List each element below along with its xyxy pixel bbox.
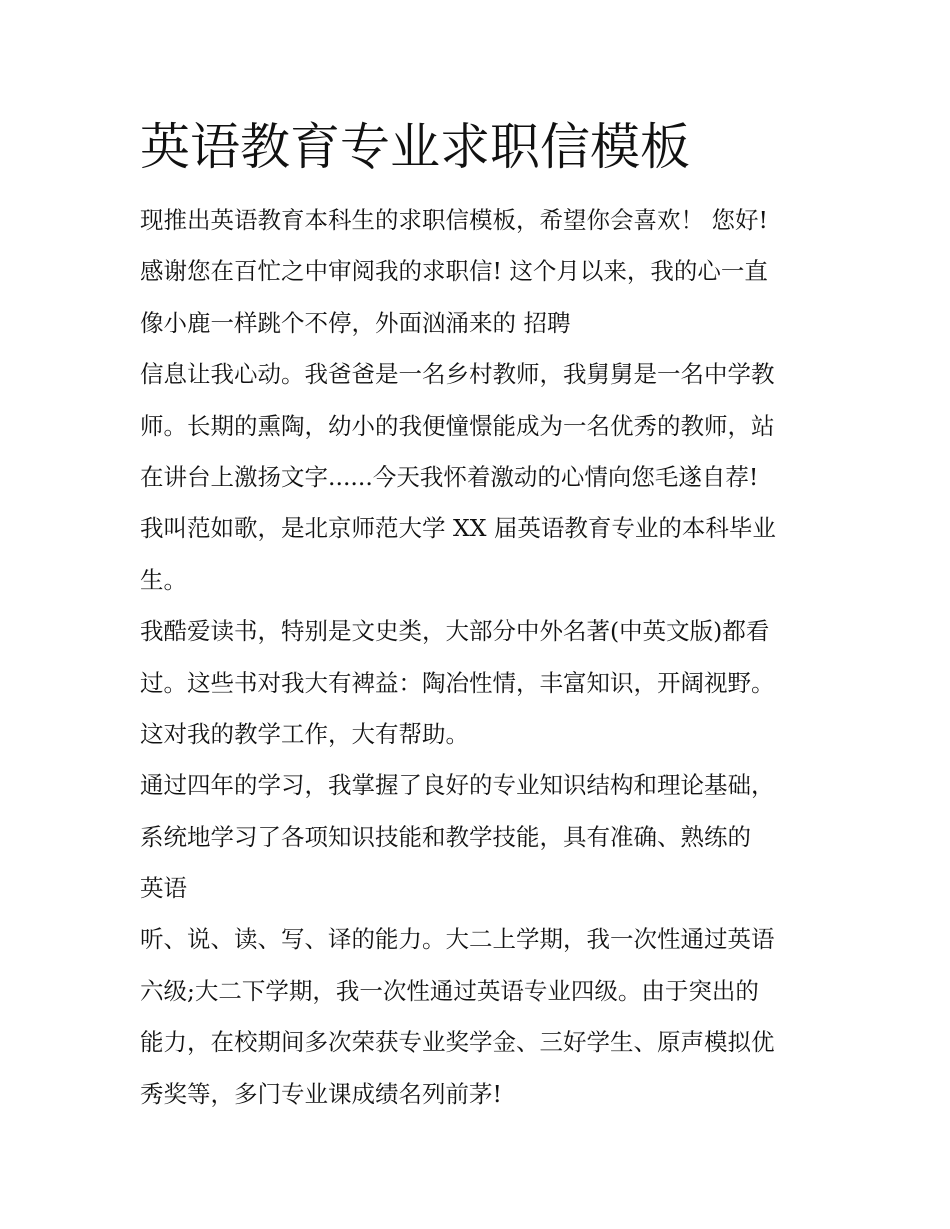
body-line: 在讲台上激扬文字......今天我怀着激动的心情向您毛遂自荐! bbox=[140, 462, 759, 491]
body-line: 像小鹿一样跳个不停，外面汹涌来的 招聘 bbox=[140, 308, 571, 337]
body-line: 能力，在校期间多次荣获专业奖学金、三好学生、原声模拟优 bbox=[140, 1028, 775, 1057]
body-line: 我叫范如歌，是北京师范大学 XX 届英语教育专业的本科毕业 bbox=[140, 514, 776, 543]
body-line: 师。长期的熏陶，幼小的我便憧憬能成为一名优秀的教师，站 bbox=[140, 411, 775, 440]
document-title: 英语教育专业求职信模板 bbox=[140, 118, 690, 176]
body-line: 秀奖等，多门专业课成绩名列前茅! bbox=[140, 1079, 502, 1108]
body-line: 通过四年的学习，我掌握了良好的专业知识结构和理论基础， bbox=[140, 771, 775, 800]
body-line: 这对我的教学工作，大有帮助。 bbox=[140, 719, 469, 748]
body-line: 过。这些书对我大有裨益：陶冶性情，丰富知识，开阔视野。 bbox=[140, 668, 775, 697]
body-line: 英语 bbox=[140, 874, 187, 903]
document-body bbox=[140, 195, 830, 1120]
body-line: 六级;大二下学期，我一次性通过英语专业四级。由于突出的 bbox=[140, 976, 759, 1005]
body-line: 我酷爱读书，特别是文史类，大部分中外名著(中英文版)都看 bbox=[140, 617, 770, 646]
body-line: 听、说、读、写、译的能力。大二上学期，我一次性通过英语 bbox=[140, 925, 775, 954]
body-line: 感谢您在百忙之中审阅我的求职信! 这个月以来，我的心一直 bbox=[140, 257, 768, 286]
body-line: 现推出英语教育本科生的求职信模板，希望你会喜欢！ 您好! bbox=[140, 206, 768, 234]
body-line: 生。 bbox=[140, 565, 187, 594]
body-line: 信息让我心动。我爸爸是一名乡村教师，我舅舅是一名中学教 bbox=[140, 360, 775, 389]
body-line: 系统地学习了各项知识技能和教学技能，具有准确、熟练的 bbox=[140, 822, 751, 851]
